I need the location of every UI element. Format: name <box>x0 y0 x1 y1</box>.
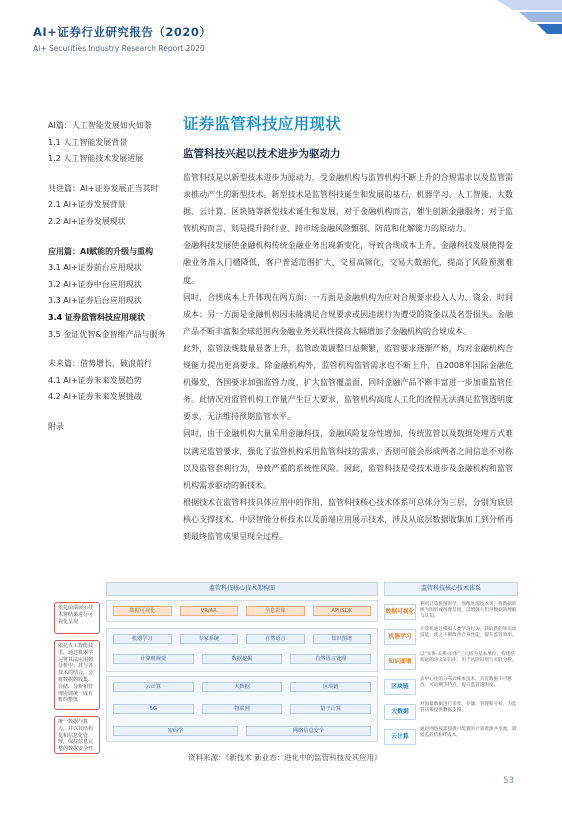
tech-description: 对海量数据进行采集、存储、管理和分析，为监管决策提供数据支撑。 <box>420 702 517 713</box>
tech-cell: 自然语言 <box>246 634 305 644</box>
diagram-notes <box>54 602 100 760</box>
toc-item[interactable]: 2.2 AI+证券发展现状 <box>48 216 126 226</box>
toc-item[interactable]: 3.4 证券监管科技应用现状 <box>48 312 145 322</box>
toc-item[interactable]: 4.1 AI+证券未来发展趋势 <box>48 375 142 385</box>
regtech-architecture-diagram <box>54 580 518 753</box>
toc-section[interactable]: 共进篇：AI+证券发展正当其时 <box>48 183 159 193</box>
toc-item[interactable]: 4.2 AI+证券未来发展挑战 <box>48 392 142 402</box>
main-content <box>183 112 513 545</box>
toc-section[interactable]: 附录 <box>48 421 64 431</box>
toc-section[interactable]: AI篇：人工智能发展如火如荼 <box>48 121 152 130</box>
architecture-title: 监管科技核心技术架构图 <box>106 582 378 596</box>
toc-item[interactable]: 1.1 人工智能发展背景 <box>48 137 128 147</box>
tech-system-row <box>384 700 518 724</box>
tech-cell: 云计算 <box>113 682 194 692</box>
section-subheading: 监管科技兴起以技术进步为驱动力 <box>183 148 341 160</box>
paragraph: 监管科技是以新型技术进步为原动力，受金融机构与监管机构不断上升的合规需求以及监管需求推动产生的新型技术。新型技术是监管科技诞生和发展的基石，机器学习、人工智能、大数据、云计算、区块链等新型技术诞生和发展，对于金融机构而言，催生创新金融服务；对于监管机构而言，则是提升跨行业、跨市场金融风险甄别、防范和化解能力的原动力。 <box>183 173 513 234</box>
figure-source: 资料来源：《新技术 新业态：进化中的监管科技及其应用》 <box>188 753 382 762</box>
tech-label: 云计算 <box>384 729 416 745</box>
tech-system-row <box>384 650 518 674</box>
report-title: AI+证券行业研究报告（2020） <box>33 25 212 39</box>
diagram-note: 依托人工智能技术，通过机器学习将算法应用到分析中；其与各技术的结合，会将数据的收集、存储、分析和管理协调统一成有机的整体 <box>54 640 100 710</box>
page-number: 53 <box>503 776 514 786</box>
tech-cell: 计算机视觉 <box>113 654 194 664</box>
tech-cell: 专家系统 <box>180 634 239 644</box>
tech-system-row <box>384 675 518 699</box>
tech-cell: API/SDK <box>313 606 372 616</box>
tech-cell: 自然语言处理 <box>290 654 371 664</box>
tech-cell: 区块链 <box>290 682 371 692</box>
tech-cell: VR/AR <box>180 606 239 616</box>
toc-item[interactable]: 1.2 人工智能技术发展进展 <box>48 154 144 164</box>
corner-decoration <box>467 0 562 48</box>
tech-system-row <box>384 600 518 624</box>
toc-section[interactable]: 应用篇：AI赋能的升级与重构 <box>48 246 154 256</box>
tech-cell: 5G <box>113 704 194 714</box>
tech-label: 机器学习 <box>384 629 416 645</box>
table-of-contents <box>48 118 180 436</box>
toc-item[interactable]: 2.1 AI+证券发展背景 <box>48 200 126 210</box>
tech-label: 大数据 <box>384 704 416 720</box>
tech-description: 去中心化的分布式账本技术，具有数据不可篡改、可追溯等特点，提升监管透明度。 <box>420 677 512 688</box>
paragraph: 同时，由于金融机构大量采用金融科技，金融风险复杂性增加，传统监管以及数据处理方式难以满足监管要求，强化了监管机构采用监管科技的需求，否则可能会形成两者之间信息不对称以及监管套利行为，导致严重的系统性风险。因此，监管科技是受技术进步及金融机构和监管机构需求驱动的新技术。 <box>183 429 513 490</box>
body-text <box>183 169 513 545</box>
paragraph: 金融科技发展使金融机构传统金融业务出现新变化，导致合规成本上升。金融科技发展使得金融业务准入门槛降低，客户普适范围扩大，交易高频化，交易大数据化，提高了风险预测难度。 <box>183 241 513 285</box>
toc-item[interactable]: 3.3 AI+证券后台应用现状 <box>48 296 142 306</box>
tech-description: 通过网络按需提供可配置的计算资源共享池，降低监管机构IT成本。 <box>420 727 517 738</box>
paragraph: 根据技术在监管科技具体应用中的作用，监管科技核心技术体系可总体分为三层，分别为底层核心支撑技术、中层智能分析技术以及前端应用展示技术，涉及从底层数据收集加工到分析再到最终监管成果呈现全过程。 <box>183 497 513 541</box>
toc-item[interactable]: 3.5 金证优智&金智维产品与服务 <box>48 329 166 339</box>
diagram-note: 统一数据与算力，并以其结构化和信息化管理，保持信息完整的数据安全性 <box>54 716 100 754</box>
tech-cell: 网络信息安全 <box>246 726 371 736</box>
tech-description: 利用计算机图形学、图像处理技术等，将数据转换为图形或图像呈现，以增强人们对数据的理解与认知。 <box>420 602 517 619</box>
tech-cell: 知识图谱 <box>313 634 372 644</box>
report-subtitle: AI+ Securities Industry Research Report 2020 <box>33 44 205 53</box>
diagram-note: 依托前端展示技术将结果进行可视化呈现 <box>54 602 100 634</box>
tech-system-row <box>384 725 518 749</box>
tech-label: 知识图谱 <box>384 654 416 670</box>
tech-cell: 机器学习 <box>113 634 172 644</box>
toc-item[interactable]: 3.1 AI+证券前台应用现状 <box>48 263 142 273</box>
tech-description: 计算机通过模拟人类学习行为，获取新的知识或技能，使之不断改善自身性能，提升监管效率。 <box>420 627 517 638</box>
tech-system-panel <box>384 582 518 748</box>
tech-cell: 密码学 <box>113 726 238 736</box>
tech-cell: 物联网 <box>202 704 283 714</box>
section-heading: 证券监管科技应用现状 <box>183 115 342 133</box>
tech-cell: 数据可视化 <box>113 606 172 616</box>
tech-label: 区块链 <box>384 679 416 695</box>
tech-cell: 全息影像 <box>246 606 305 616</box>
tech-cell: 大数据 <box>202 682 283 692</box>
tech-cell: 数据挖掘 <box>202 654 283 664</box>
tech-description: 以"实体-关系-实体"三元组为基本单位，构建结构化的语义知识库，用于风险识别与关联分析。 <box>420 652 517 663</box>
tech-cell: 量子计算 <box>290 704 371 714</box>
toc-item[interactable]: 3.2 AI+证券中台应用现状 <box>48 279 142 289</box>
tech-label: 数据可视化 <box>384 604 416 620</box>
architecture-stack <box>106 582 378 748</box>
tech-system-row <box>384 625 518 649</box>
paragraph: 此外，监管法规数量显著上升，监管政策调整日益频繁，监管要求逐渐严格，均对金融机构合规能力提出更高要求。除金融机构外，监管机构监管需求也不断上升，自2008年国际金融危机爆发，各国要求加强监管力度，扩大监管覆盖面，同时金融产品不断丰富进一步加重监管任务。此情况对监管机构工作量产生巨大要求，监管机构高度人工化的流程无法满足监管透明度要求，无法维持预期监管水平。 <box>183 343 513 422</box>
toc-section[interactable]: 未来篇：借势增长，破浪前行 <box>48 359 152 369</box>
paragraph: 同时，合规成本上升体现在两方面：一方面是金融机构为应对合规要求投入人力、资金、时间成本；另一方面是金融机构因未能满足合规要求或因违规行为遭受的资金以及名誉损失。金融产品不断丰富和全球范围内金融业务关联性提高大幅增加了金融机构的合规成本。 <box>183 292 513 336</box>
tech-system-title: 监管科技核心技术体系 <box>384 582 518 596</box>
